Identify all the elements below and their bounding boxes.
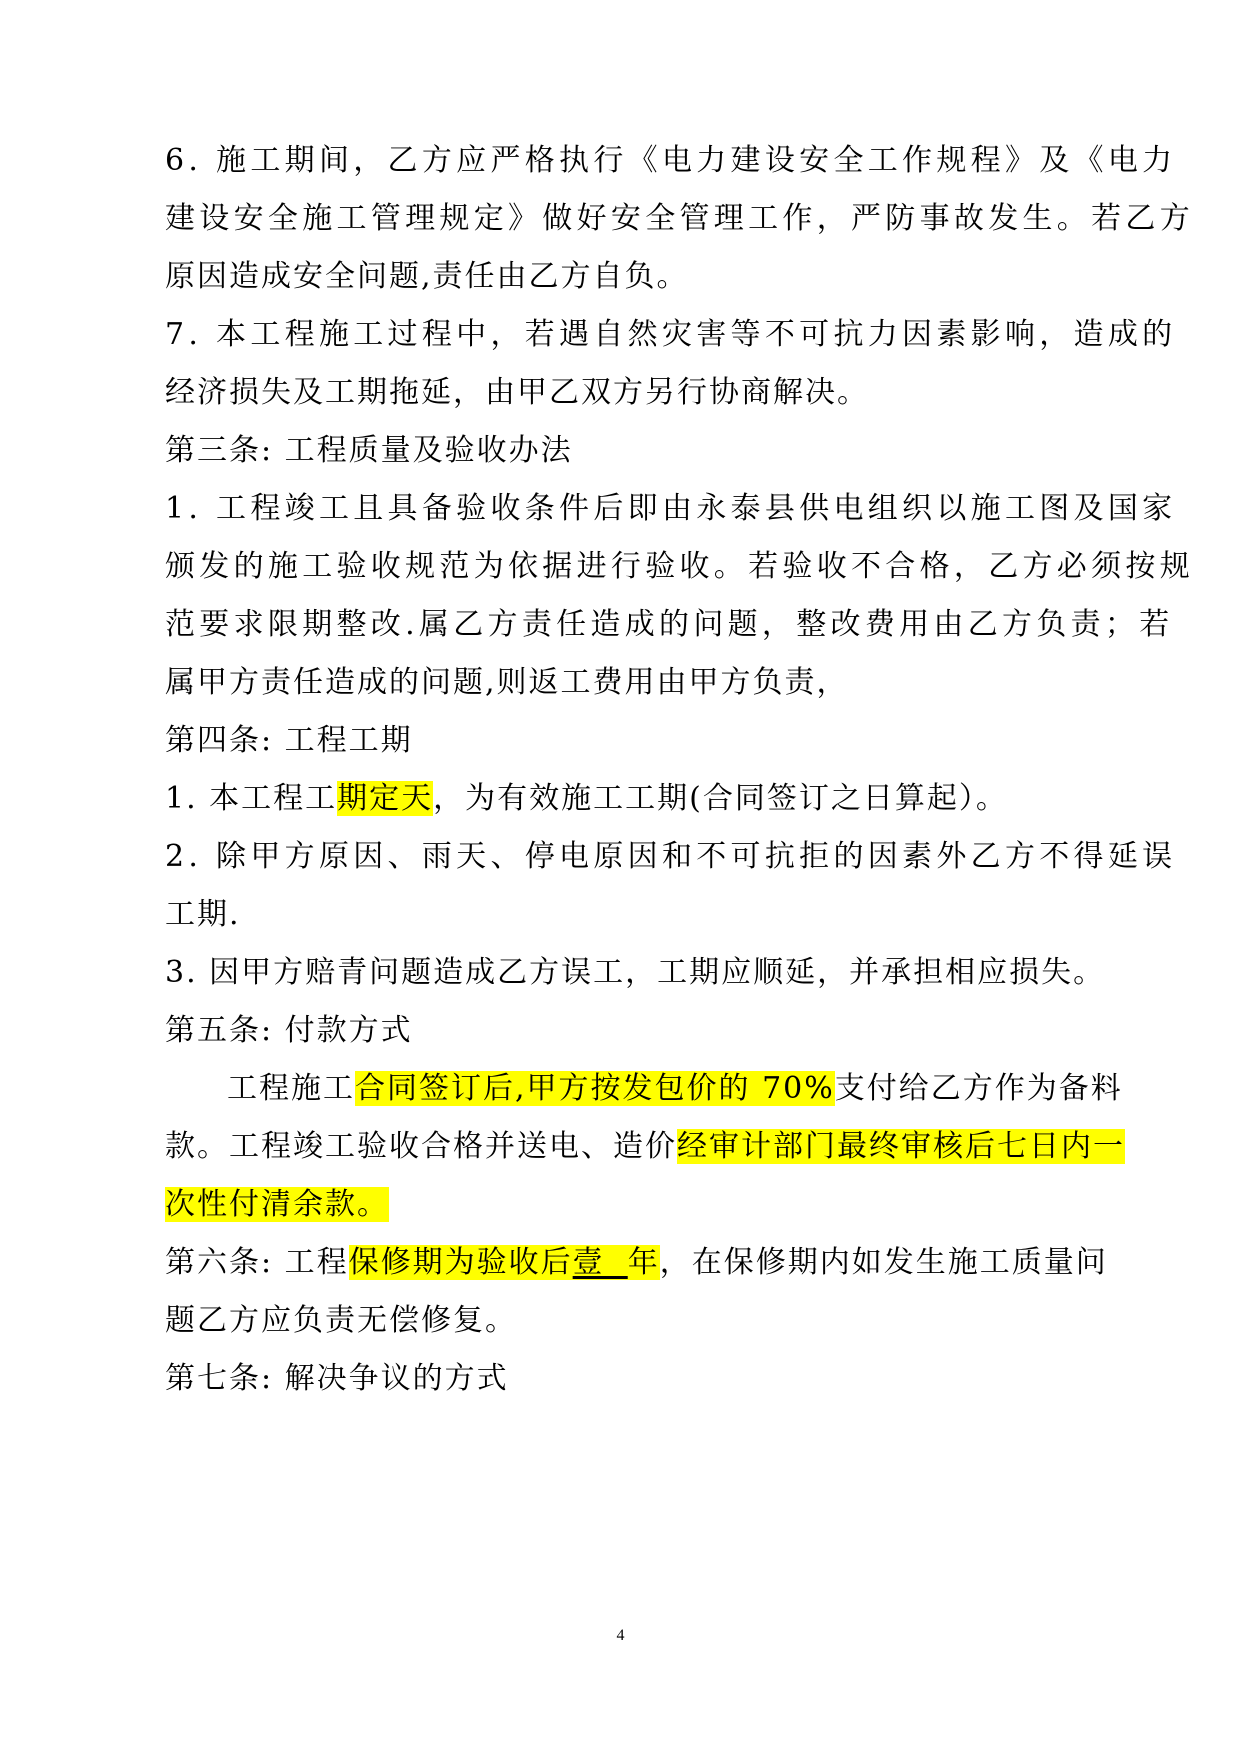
clause6-line2: 建设安全施工管理规定》做好安全管理工作，严防事故发生。若乙方 (165, 201, 1194, 236)
warranty-unit: 年 (627, 1245, 660, 1280)
clause6-line1: 6. 施工期间，乙方应严格执行《电力建设安全工作规程》及《电力 (165, 143, 1177, 178)
article3-item1-line1: 1. 工程竣工且具备验收条件后即由永泰县供电组织以施工图及国家 (165, 491, 1177, 526)
warranty-text: 保修期为验收后 (348, 1245, 573, 1280)
article5-heading: 第五条: 付款方式 (165, 1013, 413, 1048)
article4-item1 (165, 776, 1085, 822)
clause7-line2: 经济损失及工期拖延，由甲乙双方另行协商解决。 (165, 375, 869, 410)
article3-item1-line3: 范要求限期整改.属乙方责任造成的问题，整改费用由乙方负责；若 (165, 607, 1174, 642)
clause6-line3: 原因造成安全问题,责任由乙方自负。 (165, 259, 689, 294)
highlighted-final-payment: 经审计部门最终审核后七日内一 (677, 1129, 1125, 1164)
article3-heading: 第三条: 工程质量及验收办法 (165, 433, 573, 468)
clause7-line1: 7. 本工程施工过程中，若遇自然灾害等不可抗力因素影响，造成的 (165, 317, 1177, 352)
article7-heading: 第七条: 解决争议的方式 (165, 1361, 509, 1396)
article5-line1-post: 支付给乙方作为备料 (834, 1071, 1123, 1106)
article5-line2-pre: 款。工程竣工验收合格并送电、造价 (165, 1129, 677, 1164)
highlighted-final-payment-cont: 次性付清余款。 (165, 1187, 389, 1222)
article4-heading: 第四条: 工程工期 (165, 723, 413, 758)
article5-line1-pre: 工程施工 (227, 1071, 355, 1106)
article6-line1 (165, 1240, 1108, 1286)
article4-item2-line1: 2. 除甲方原因、雨天、停电原因和不可抗拒的因素外乙方不得延误 (165, 839, 1177, 874)
article4-item2-line2: 工期. (165, 897, 241, 932)
highlighted-advance-payment: 合同签订后,甲方按发包价的 70% (355, 1071, 835, 1106)
article6-pre: 第六条: 工程 (165, 1245, 349, 1280)
article5-para-line2 (165, 1124, 1125, 1170)
article4-item1-pre: 1. 本工程工 (165, 781, 338, 816)
page-number: 4 (616, 1627, 625, 1644)
article5-para-line3 (165, 1182, 1085, 1228)
warranty-years-blank: 壹 (572, 1245, 628, 1280)
article6-post: ，在保修期内如发生施工质量问 (659, 1245, 1108, 1280)
highlighted-duration: 期定天 (337, 781, 434, 816)
article3-item1-line2: 颁发的施工验收规范为依据进行验收。若验收不合格，乙方必须按规 (165, 549, 1194, 584)
highlighted-warranty (349, 1245, 660, 1280)
article4-item3: 3. 因甲方赔青问题造成乙方误工，工期应顺延，并承担相应损失。 (165, 955, 1106, 990)
article3-item1-line4: 属甲方责任造成的问题,则返工费用由甲方负责， (165, 665, 849, 700)
article5-para-line1 (227, 1066, 1123, 1112)
article4-item1-post: ，为有效施工工期(合同签订之日算起）。 (433, 781, 1008, 816)
article6-line2: 题乙方应负责无偿修复。 (165, 1303, 517, 1338)
